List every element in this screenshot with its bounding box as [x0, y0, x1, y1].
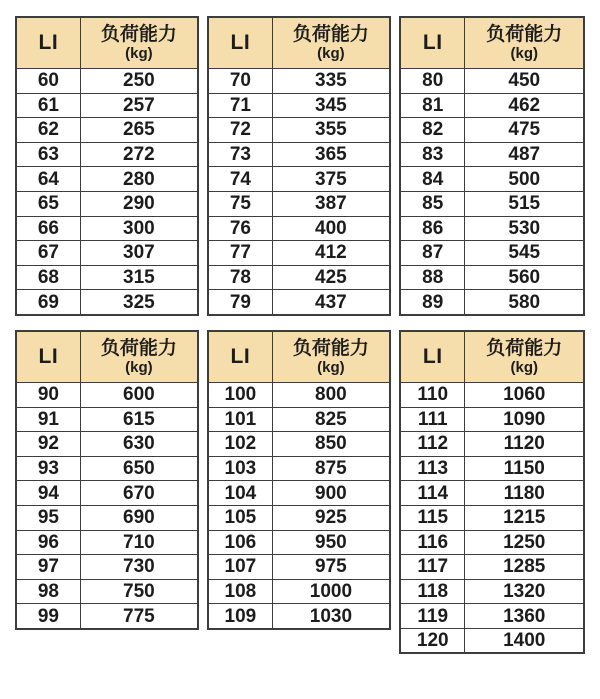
table-row: [208, 530, 390, 555]
li-value: 85: [400, 191, 465, 216]
load-column-unit: (kg): [317, 45, 345, 63]
load-capacity-value: 355: [272, 118, 390, 143]
table-row: [400, 265, 584, 290]
load-capacity-value: 335: [272, 69, 390, 94]
load-capacity-value: 670: [80, 481, 198, 506]
li-value: 86: [400, 216, 465, 241]
table-row: [208, 167, 390, 192]
load-capacity-value: 315: [80, 265, 198, 290]
table-row: [16, 216, 198, 241]
li-value: 116: [400, 530, 465, 555]
li-value: 93: [16, 456, 80, 481]
load-capacity-value: 300: [80, 216, 198, 241]
li-value: 118: [400, 579, 465, 604]
table-row: [16, 118, 198, 143]
load-capacity-value: 1000: [272, 579, 390, 604]
table-row: [16, 93, 198, 118]
table-row: [208, 579, 390, 604]
load-capacity-value: 925: [272, 505, 390, 530]
table-row: [208, 142, 390, 167]
load-column-title: 负荷能力: [292, 24, 369, 46]
load-capacity-value: 710: [80, 530, 198, 555]
header-row: [208, 331, 390, 383]
li-value: 75: [208, 191, 272, 216]
load-index-table-60-69: [15, 16, 199, 316]
load-column-header: [272, 17, 390, 69]
load-column-header: [465, 17, 584, 69]
header-row: [16, 17, 198, 69]
table-row: [16, 290, 198, 315]
li-value: 61: [16, 93, 80, 118]
table-body: [208, 382, 390, 628]
li-value: 94: [16, 481, 80, 506]
table-row: [400, 167, 584, 192]
header-row: [16, 331, 198, 383]
li-value: 81: [400, 93, 465, 118]
load-column-header: [272, 331, 390, 383]
table-header: [400, 331, 584, 383]
li-column-header: LI: [208, 331, 272, 383]
li-value: 62: [16, 118, 80, 143]
table-row: [16, 142, 198, 167]
table-row: [208, 432, 390, 457]
table-row: [208, 290, 390, 315]
li-value: 112: [400, 432, 465, 457]
li-value: 113: [400, 456, 465, 481]
table-row: [400, 191, 584, 216]
load-capacity-value: 515: [465, 191, 584, 216]
li-value: 72: [208, 118, 272, 143]
li-value: 109: [208, 604, 272, 629]
load-capacity-value: 280: [80, 167, 198, 192]
load-capacity-value: 650: [80, 456, 198, 481]
table-row: [208, 216, 390, 241]
table-row: [400, 69, 584, 94]
load-capacity-value: 1060: [465, 382, 584, 407]
table-row: [400, 216, 584, 241]
table-row: [16, 241, 198, 266]
load-capacity-value: 800: [272, 382, 390, 407]
load-capacity-value: 1180: [465, 481, 584, 506]
table-row: [208, 456, 390, 481]
li-value: 98: [16, 579, 80, 604]
li-value: 89: [400, 290, 465, 315]
load-capacity-value: 1030: [272, 604, 390, 629]
table-body: [400, 69, 584, 315]
li-value: 74: [208, 167, 272, 192]
table-row: [400, 407, 584, 432]
load-index-table-70-79: [207, 16, 391, 316]
load-capacity-value: 1400: [465, 628, 584, 653]
li-value: 70: [208, 69, 272, 94]
li-value: 107: [208, 555, 272, 580]
load-capacity-value: 475: [465, 118, 584, 143]
load-capacity-value: 290: [80, 191, 198, 216]
load-column-title: 负荷能力: [486, 338, 563, 360]
li-value: 69: [16, 290, 80, 315]
li-value: 84: [400, 167, 465, 192]
li-value: 68: [16, 265, 80, 290]
table-row: [16, 382, 198, 407]
load-capacity-value: 1320: [465, 579, 584, 604]
table-header: [400, 17, 584, 69]
load-capacity-value: 530: [465, 216, 584, 241]
table-row: [208, 118, 390, 143]
load-capacity-value: 775: [80, 604, 198, 629]
load-capacity-value: 750: [80, 579, 198, 604]
table-row: [16, 69, 198, 94]
table-row: [400, 142, 584, 167]
header-row: [400, 331, 584, 383]
tables-grid: [15, 16, 592, 654]
load-capacity-value: 265: [80, 118, 198, 143]
table-row: [400, 432, 584, 457]
load-capacity-value: 325: [80, 290, 198, 315]
li-value: 83: [400, 142, 465, 167]
table-row: [400, 118, 584, 143]
load-capacity-value: 545: [465, 241, 584, 266]
table-body: [16, 382, 198, 628]
li-value: 67: [16, 241, 80, 266]
li-value: 104: [208, 481, 272, 506]
load-capacity-value: 690: [80, 505, 198, 530]
li-value: 111: [400, 407, 465, 432]
li-value: 65: [16, 191, 80, 216]
load-capacity-value: 875: [272, 456, 390, 481]
table-row: [400, 628, 584, 653]
li-value: 79: [208, 290, 272, 315]
load-capacity-value: 462: [465, 93, 584, 118]
li-column-header: LI: [16, 331, 80, 383]
li-column-header: LI: [400, 17, 465, 69]
load-capacity-value: 412: [272, 241, 390, 266]
table-row: [208, 382, 390, 407]
load-column-title: 负荷能力: [486, 24, 563, 46]
li-value: 108: [208, 579, 272, 604]
load-capacity-value: 900: [272, 481, 390, 506]
table-header: [208, 331, 390, 383]
li-value: 76: [208, 216, 272, 241]
li-column-header: LI: [16, 17, 80, 69]
table-body: [208, 69, 390, 315]
table-row: [208, 93, 390, 118]
table-row: [208, 604, 390, 629]
load-column-header: [80, 17, 198, 69]
load-capacity-value: 400: [272, 216, 390, 241]
li-value: 60: [16, 69, 80, 94]
table-row: [400, 604, 584, 629]
table-header: [16, 17, 198, 69]
li-value: 95: [16, 505, 80, 530]
li-value: 105: [208, 505, 272, 530]
li-value: 102: [208, 432, 272, 457]
load-capacity-value: 375: [272, 167, 390, 192]
load-capacity-value: 345: [272, 93, 390, 118]
li-value: 106: [208, 530, 272, 555]
li-value: 66: [16, 216, 80, 241]
table-row: [400, 456, 584, 481]
table-row: [16, 265, 198, 290]
header-row: [208, 17, 390, 69]
li-value: 120: [400, 628, 465, 653]
table-row: [400, 241, 584, 266]
table-row: [400, 93, 584, 118]
load-column-title: 负荷能力: [292, 338, 369, 360]
table-row: [400, 530, 584, 555]
li-value: 88: [400, 265, 465, 290]
li-value: 100: [208, 382, 272, 407]
li-value: 97: [16, 555, 80, 580]
load-capacity-value: 307: [80, 241, 198, 266]
load-capacity-value: 1120: [465, 432, 584, 457]
table-row: [400, 579, 584, 604]
load-capacity-value: 850: [272, 432, 390, 457]
load-column-unit: (kg): [510, 45, 538, 63]
li-value: 99: [16, 604, 80, 629]
header-row: [400, 17, 584, 69]
li-value: 87: [400, 241, 465, 266]
load-column-unit: (kg): [125, 358, 153, 376]
load-column-title: 负荷能力: [100, 24, 177, 46]
load-capacity-value: 630: [80, 432, 198, 457]
table-row: [16, 167, 198, 192]
load-capacity-value: 1360: [465, 604, 584, 629]
load-capacity-value: 580: [465, 290, 584, 315]
load-capacity-value: 600: [80, 382, 198, 407]
li-value: 90: [16, 382, 80, 407]
table-row: [208, 555, 390, 580]
load-capacity-value: 487: [465, 142, 584, 167]
table-row: [16, 579, 198, 604]
load-index-table-100-109: [207, 330, 391, 630]
load-index-table-110-120: [399, 330, 585, 655]
table-row: [208, 69, 390, 94]
load-capacity-value: 730: [80, 555, 198, 580]
table-row: [16, 530, 198, 555]
load-capacity-value: 425: [272, 265, 390, 290]
table-row: [400, 382, 584, 407]
load-column-header: [80, 331, 198, 383]
li-value: 119: [400, 604, 465, 629]
table-row: [16, 456, 198, 481]
table-row: [400, 555, 584, 580]
load-column-unit: (kg): [125, 45, 153, 63]
li-value: 110: [400, 382, 465, 407]
load-capacity-value: 250: [80, 69, 198, 94]
table-row: [16, 191, 198, 216]
table-body: [400, 382, 584, 653]
table-row: [16, 481, 198, 506]
load-capacity-value: 387: [272, 191, 390, 216]
load-capacity-value: 450: [465, 69, 584, 94]
table-row: [208, 407, 390, 432]
li-value: 114: [400, 481, 465, 506]
li-value: 71: [208, 93, 272, 118]
table-row: [16, 407, 198, 432]
li-value: 92: [16, 432, 80, 457]
li-value: 64: [16, 167, 80, 192]
li-value: 101: [208, 407, 272, 432]
load-column-title: 负荷能力: [100, 338, 177, 360]
table-row: [208, 505, 390, 530]
table-row: [400, 505, 584, 530]
load-column-header: [465, 331, 584, 383]
load-column-unit: (kg): [510, 358, 538, 376]
li-column-header: LI: [400, 331, 465, 383]
table-body: [16, 69, 198, 315]
li-value: 78: [208, 265, 272, 290]
li-value: 96: [16, 530, 80, 555]
load-capacity-value: 560: [465, 265, 584, 290]
table-row: [208, 481, 390, 506]
load-column-unit: (kg): [317, 358, 345, 376]
li-value: 115: [400, 505, 465, 530]
li-value: 63: [16, 142, 80, 167]
load-capacity-value: 272: [80, 142, 198, 167]
table-header: [208, 17, 390, 69]
load-capacity-value: 1285: [465, 555, 584, 580]
load-capacity-value: 1150: [465, 456, 584, 481]
li-column-header: LI: [208, 17, 272, 69]
table-row: [400, 290, 584, 315]
li-value: 77: [208, 241, 272, 266]
table-row: [16, 505, 198, 530]
table-row: [208, 191, 390, 216]
load-capacity-value: 365: [272, 142, 390, 167]
load-capacity-value: 257: [80, 93, 198, 118]
table-row: [208, 241, 390, 266]
table-row: [16, 432, 198, 457]
load-capacity-value: 1250: [465, 530, 584, 555]
load-capacity-value: 1090: [465, 407, 584, 432]
load-index-table-90-99: [15, 330, 199, 630]
load-capacity-value: 950: [272, 530, 390, 555]
load-index-table-80-89: [399, 16, 585, 316]
li-value: 80: [400, 69, 465, 94]
load-capacity-value: 437: [272, 290, 390, 315]
li-value: 73: [208, 142, 272, 167]
load-capacity-value: 500: [465, 167, 584, 192]
li-value: 103: [208, 456, 272, 481]
load-capacity-value: 1215: [465, 505, 584, 530]
table-header: [16, 331, 198, 383]
load-capacity-value: 825: [272, 407, 390, 432]
table-row: [208, 265, 390, 290]
li-value: 82: [400, 118, 465, 143]
load-capacity-value: 975: [272, 555, 390, 580]
table-row: [400, 481, 584, 506]
li-value: 117: [400, 555, 465, 580]
table-row: [16, 604, 198, 629]
table-row: [16, 555, 198, 580]
li-value: 91: [16, 407, 80, 432]
load-capacity-value: 615: [80, 407, 198, 432]
